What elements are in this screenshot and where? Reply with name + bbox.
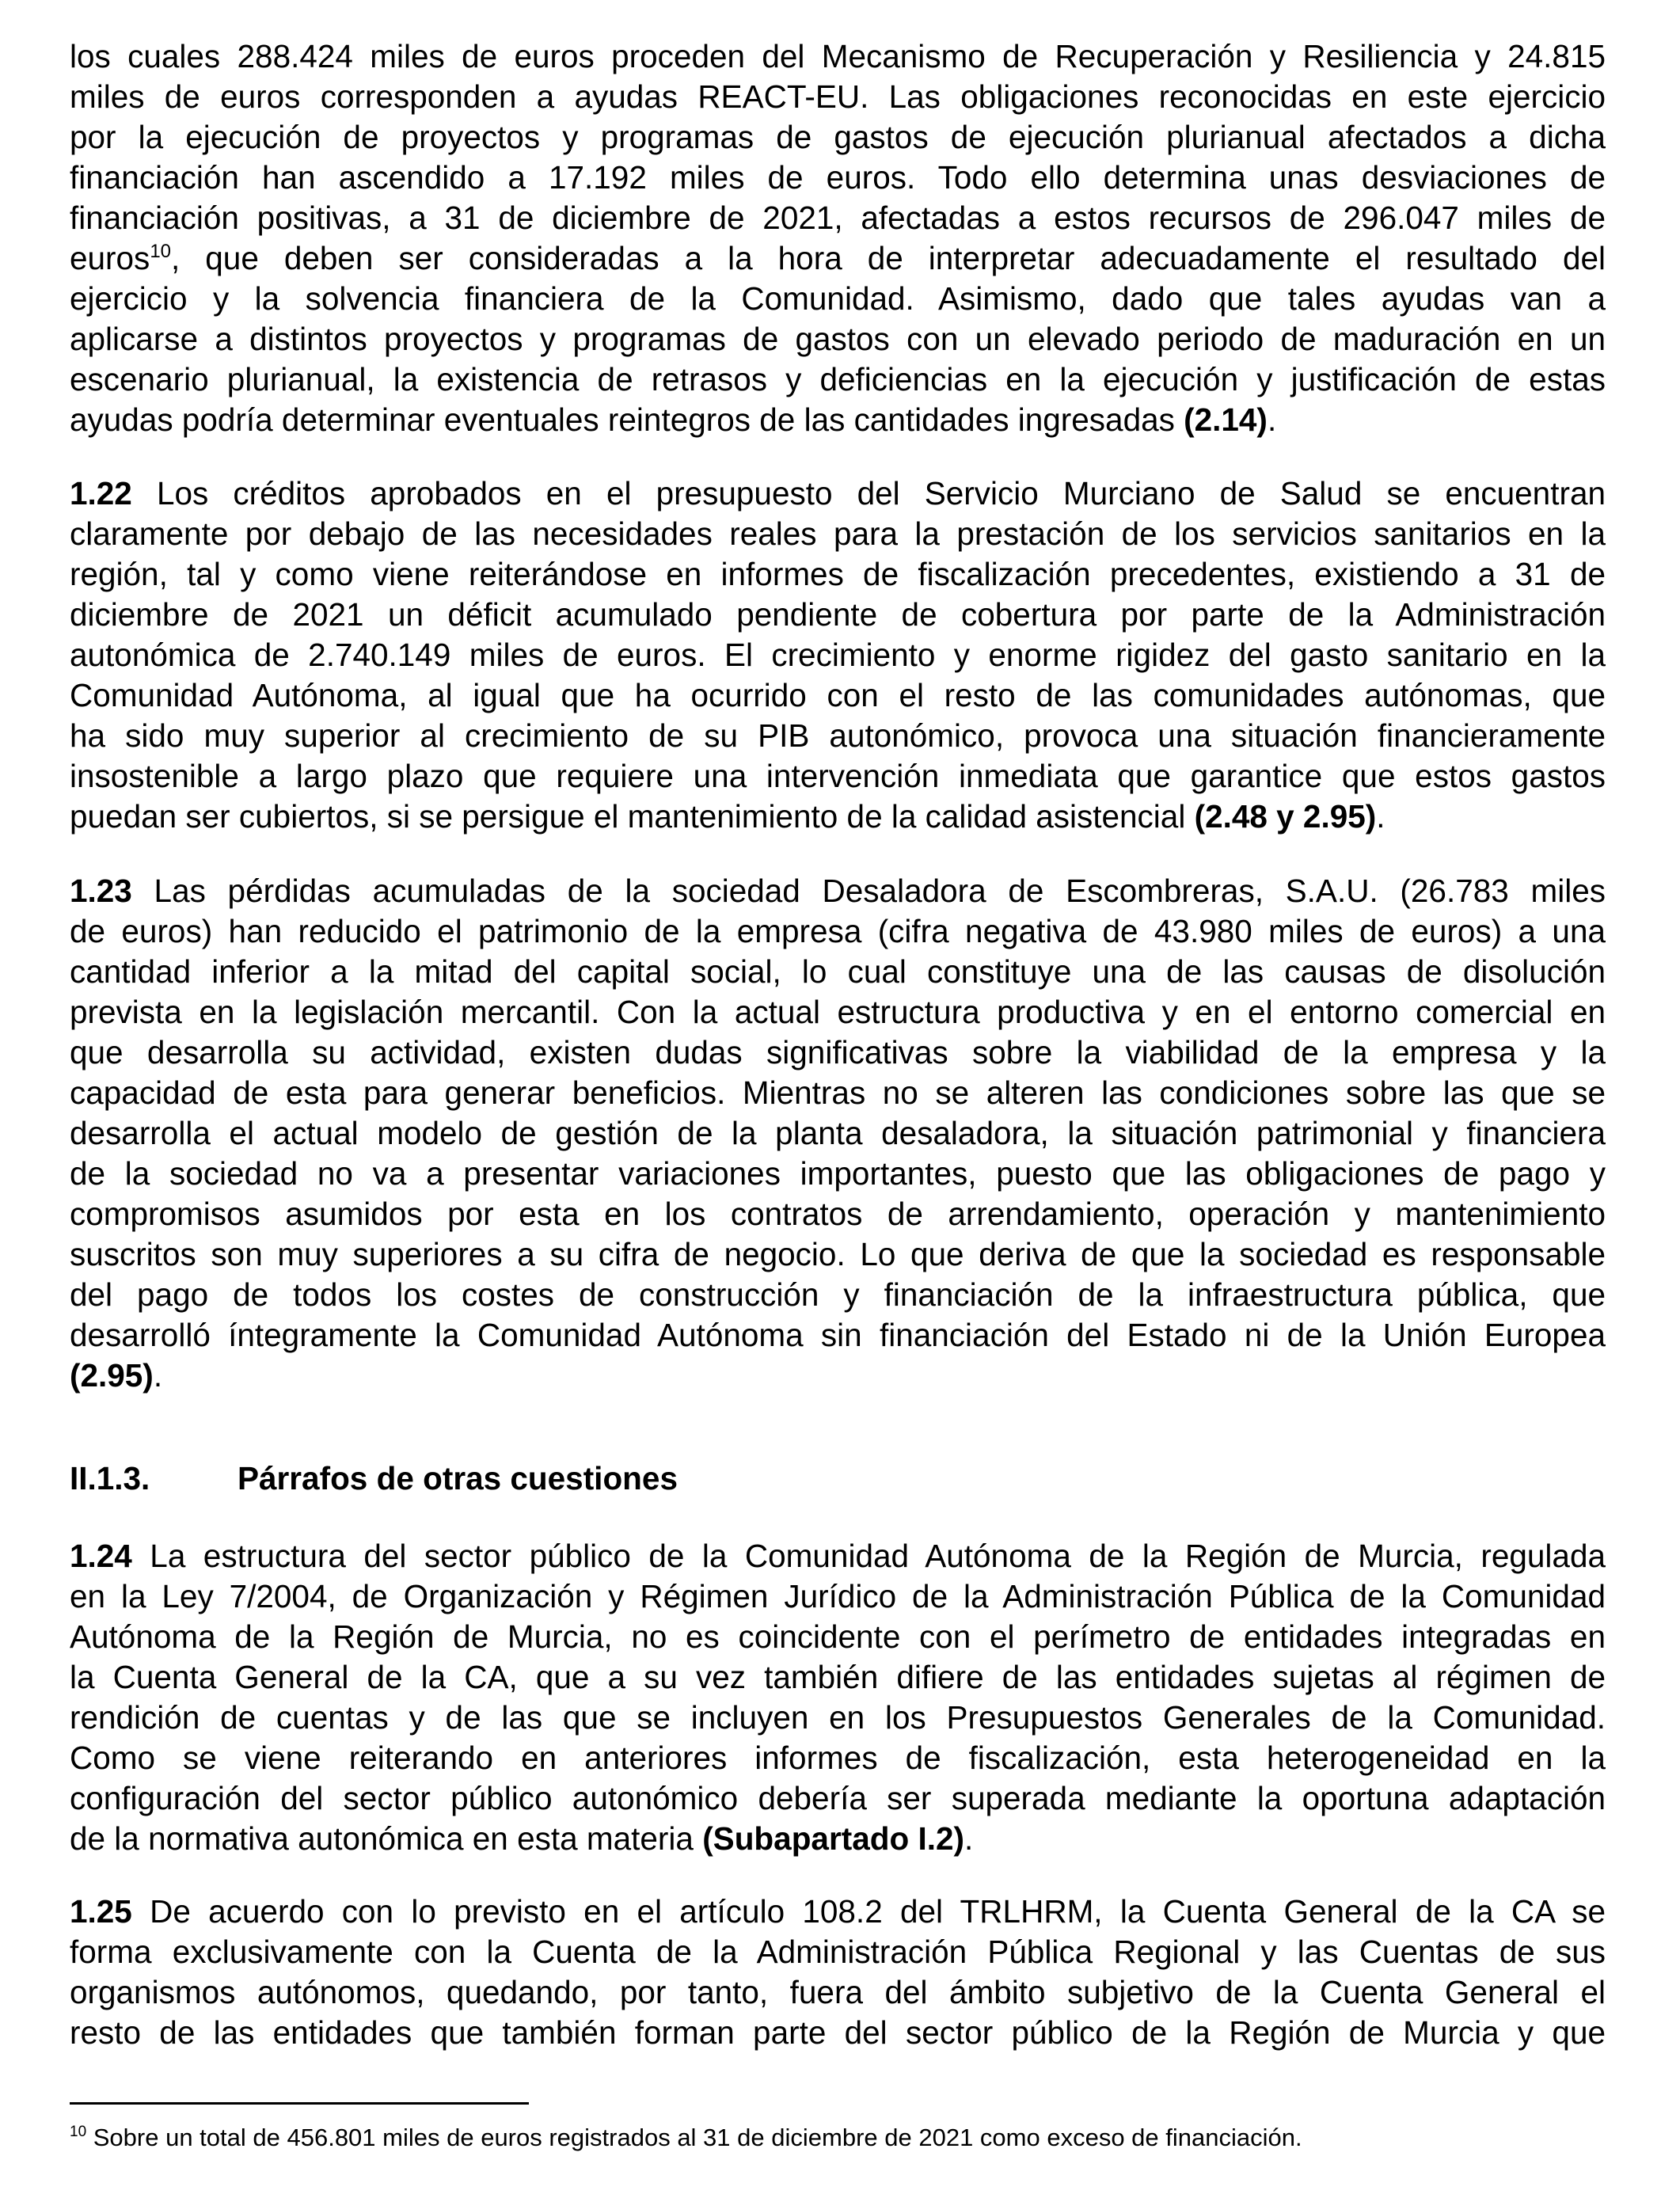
- paragraph-1-25: [70, 1892, 1606, 2053]
- text-line: [70, 2013, 1606, 2053]
- text-run: compromisos asumidos por esta en los contratos de arrendamiento, operación y mantenimiento: [70, 1196, 1606, 1232]
- text-line: [70, 77, 1606, 117]
- text-run: aplicarse a distintos proyectos y programas de gastos con un elevado periodo de maduración en un: [70, 321, 1606, 357]
- section-heading: [70, 1456, 678, 1500]
- bold-text: (Subapartado I.2): [702, 1820, 964, 1857]
- bold-text: 1.25: [70, 1893, 132, 1930]
- paragraph-1-23: [70, 871, 1606, 1396]
- text-run: financiación han ascendido a 17.192 miles de euros. Todo ello determina unas desviaciones de: [70, 159, 1606, 196]
- text-line: [70, 117, 1606, 158]
- text-line: [70, 198, 1606, 238]
- text-run: por la ejecución de proyectos y programas de gastos de ejecución plurianual afectados a dicha: [70, 119, 1606, 155]
- text-line: [70, 1576, 1606, 1617]
- text-run: de euros) han reducido el patrimonio de la empresa (cifra negativa de 43.980 miles de euros) a una: [70, 913, 1606, 949]
- text-run: desarrolla el actual modelo de gestión de la planta desaladora, la situación patrimonial y financiera: [70, 1115, 1606, 1151]
- text-line: [70, 595, 1606, 635]
- text-run: puedan ser cubiertos, si se persigue el mantenimiento de la calidad asistencial: [70, 798, 1195, 835]
- footnote-number: 10: [70, 2124, 87, 2140]
- footnote: [70, 2122, 1302, 2154]
- text-run: euros: [70, 240, 150, 276]
- text-line: [70, 1819, 1606, 1859]
- text-line: [70, 1315, 1606, 1356]
- text-run: De acuerdo con lo previsto en el artículo 108.2 del TRLHRM, la Cuenta General de la CA se: [131, 1893, 1606, 1930]
- text-line: [70, 1073, 1606, 1113]
- text-run: ejercicio y la solvencia financiera de la Comunidad. Asimismo, dado que tales ayudas van a: [70, 280, 1606, 317]
- text-line: [70, 400, 1606, 440]
- text-line: [70, 1617, 1606, 1657]
- text-run: forma exclusivamente con la Cuenta de la Administración Pública Regional y las Cuentas de sus: [70, 1934, 1606, 1970]
- text-line: [70, 1698, 1606, 1738]
- text-run: .: [1376, 798, 1385, 835]
- text-run: de la normativa autonómica en esta materia: [70, 1820, 703, 1857]
- text-line: [70, 473, 1606, 514]
- text-run: miles de euros corresponden a ayudas REACT-EU. Las obligaciones reconocidas en este ejercicio: [70, 78, 1606, 115]
- text-run: Como se viene reiterando en anteriores informes de fiscalización, esta heterogeneidad en la: [70, 1740, 1606, 1776]
- text-line: [70, 1194, 1606, 1234]
- text-line: [70, 319, 1606, 359]
- text-run: ha sido muy superior al crecimiento de su PIB autonómico, provoca una situación financieramente: [70, 717, 1606, 754]
- text-run: prevista en la legislación mercantil. Con la actual estructura productiva y en el entorno comercial en: [70, 994, 1606, 1030]
- text-line: [70, 1032, 1606, 1073]
- text-line: [70, 797, 1606, 837]
- text-run: del pago de todos los costes de construcción y financiación de la infraestructura pública, que: [70, 1276, 1606, 1313]
- section-title: Párrafos de otras cuestiones: [238, 1460, 678, 1496]
- text-run: la Cuenta General de la CA, que a su vez también difiere de las entidades sujetas al régimen de: [70, 1659, 1606, 1695]
- text-run: .: [964, 1820, 974, 1857]
- text-line: [70, 359, 1606, 400]
- footnote-ref: 10: [150, 241, 172, 262]
- text-line: [70, 716, 1606, 756]
- text-run: .: [1267, 401, 1277, 438]
- text-run: desarrolló íntegramente la Comunidad Autónoma sin financiación del Estado ni de la Unión Europea: [70, 1317, 1606, 1353]
- text-run: rendición de cuentas y de las que se incluyen en los Presupuestos Generales de la Comunidad.: [70, 1699, 1606, 1736]
- text-run: diciembre de 2021 un déficit acumulado pendiente de cobertura por parte de la Administración: [70, 596, 1606, 633]
- text-run: , que deben ser consideradas a la hora de interpretar adecuadamente el resultado del: [171, 240, 1606, 276]
- text-run: configuración del sector público autonómico debería ser superada mediante la oportuna adaptación: [70, 1780, 1606, 1816]
- text-line: [70, 756, 1606, 797]
- text-run: resto de las entidades que también forman parte del sector público de la Región de Murcia y que: [70, 2014, 1606, 2051]
- text-run: cantidad inferior a la mitad del capital social, lo cual constituye una de las causas de disolución: [70, 953, 1606, 990]
- text-line: [70, 554, 1606, 595]
- text-line: [70, 1932, 1606, 1972]
- text-line: [70, 1972, 1606, 2013]
- text-line: [70, 514, 1606, 554]
- text-run: suscritos son muy superiores a su cifra de negocio. Lo que deriva de que la sociedad es responsable: [70, 1236, 1606, 1272]
- bold-text: 1.22: [70, 475, 132, 511]
- bold-text: (2.14): [1184, 401, 1268, 438]
- text-run: .: [153, 1357, 163, 1394]
- text-line: [70, 1738, 1606, 1778]
- text-line: [70, 1275, 1606, 1315]
- paragraph-1-22: [70, 473, 1606, 837]
- footnote-separator: [70, 2102, 529, 2105]
- text-run: financiación positivas, a 31 de diciembre de 2021, afectadas a estos recursos de 296.047 miles de: [70, 200, 1606, 236]
- text-run: de la sociedad no va a presentar variaciones importantes, puesto que las obligaciones de pago y: [70, 1155, 1606, 1192]
- text-run: los cuales 288.424 miles de euros proceden del Mecanismo de Recuperación y Resiliencia y 24.815: [70, 38, 1606, 74]
- text-run: región, tal y como viene reiterándose en informes de fiscalización precedentes, existiendo a 31 de: [70, 556, 1606, 592]
- text-run: autonómica de 2.740.149 miles de euros. El crecimiento y enorme rigidez del gasto sanitario en la: [70, 637, 1606, 673]
- text-line: [70, 635, 1606, 675]
- text-run: que desarrolla su actividad, existen dudas significativas sobre la viabilidad de la empresa y la: [70, 1034, 1606, 1070]
- section-number: II.1.3.: [70, 1460, 150, 1496]
- text-line: [70, 1234, 1606, 1275]
- text-line: [70, 1536, 1606, 1576]
- text-run: Comunidad Autónoma, al igual que ha ocurrido con el resto de las comunidades autónomas, que: [70, 677, 1606, 713]
- text-run: Las pérdidas acumuladas de la sociedad Desaladora de Escombreras, S.A.U. (26.783 miles: [131, 873, 1606, 909]
- text-line: [70, 952, 1606, 992]
- bold-text: (2.95): [70, 1357, 154, 1394]
- footnote-text: Sobre un total de 456.801 miles de euros registrados al 31 de diciembre de 2021 como exceso de financiación.: [86, 2124, 1302, 2151]
- bold-text: 1.23: [70, 873, 132, 909]
- paragraph-financing-deviations: [70, 36, 1606, 440]
- text-line: [70, 911, 1606, 952]
- text-run: claramente por debajo de las necesidades reales para la prestación de los servicios sanitarios en la: [70, 515, 1606, 552]
- text-line: [70, 675, 1606, 716]
- text-line: [70, 1356, 1606, 1396]
- bold-text: (2.48 y 2.95): [1194, 798, 1377, 835]
- paragraph-1-24: [70, 1536, 1606, 1859]
- text-run: ayudas podría determinar eventuales reintegros de las cantidades ingresadas: [70, 401, 1184, 438]
- text-run: capacidad de esta para generar beneficios. Mientras no se alteren las condiciones sobre las que se: [70, 1074, 1606, 1111]
- text-line: [70, 1892, 1606, 1932]
- text-run: Autónoma de la Región de Murcia, no es coincidente con el perímetro de entidades integradas en: [70, 1618, 1606, 1655]
- text-line: [70, 36, 1606, 77]
- text-line: [70, 1778, 1606, 1819]
- text-line: [70, 871, 1606, 911]
- text-run: insostenible a largo plazo que requiere una intervención inmediata que garantice que estos gastos: [70, 758, 1606, 794]
- text-run: Los créditos aprobados en el presupuesto del Servicio Murciano de Salud se encuentran: [131, 475, 1606, 511]
- text-run: organismos autónomos, quedando, por tanto, fuera del ámbito subjetivo de la Cuenta General el: [70, 1974, 1606, 2010]
- text-line: [70, 158, 1606, 198]
- text-line: [70, 238, 1606, 279]
- text-line: [70, 992, 1606, 1032]
- text-run: en la Ley 7/2004, de Organización y Régimen Jurídico de la Administración Pública de la Comunidad: [70, 1578, 1606, 1614]
- text-run: escenario plurianual, la existencia de retrasos y deficiencias en la ejecución y justificación de estas: [70, 361, 1606, 397]
- text-line: [70, 1113, 1606, 1154]
- bold-text: 1.24: [70, 1538, 132, 1574]
- text-run: La estructura del sector público de la Comunidad Autónoma de la Región de Murcia, regulada: [131, 1538, 1606, 1574]
- text-line: [70, 1154, 1606, 1194]
- text-line: [70, 279, 1606, 319]
- text-line: [70, 1657, 1606, 1698]
